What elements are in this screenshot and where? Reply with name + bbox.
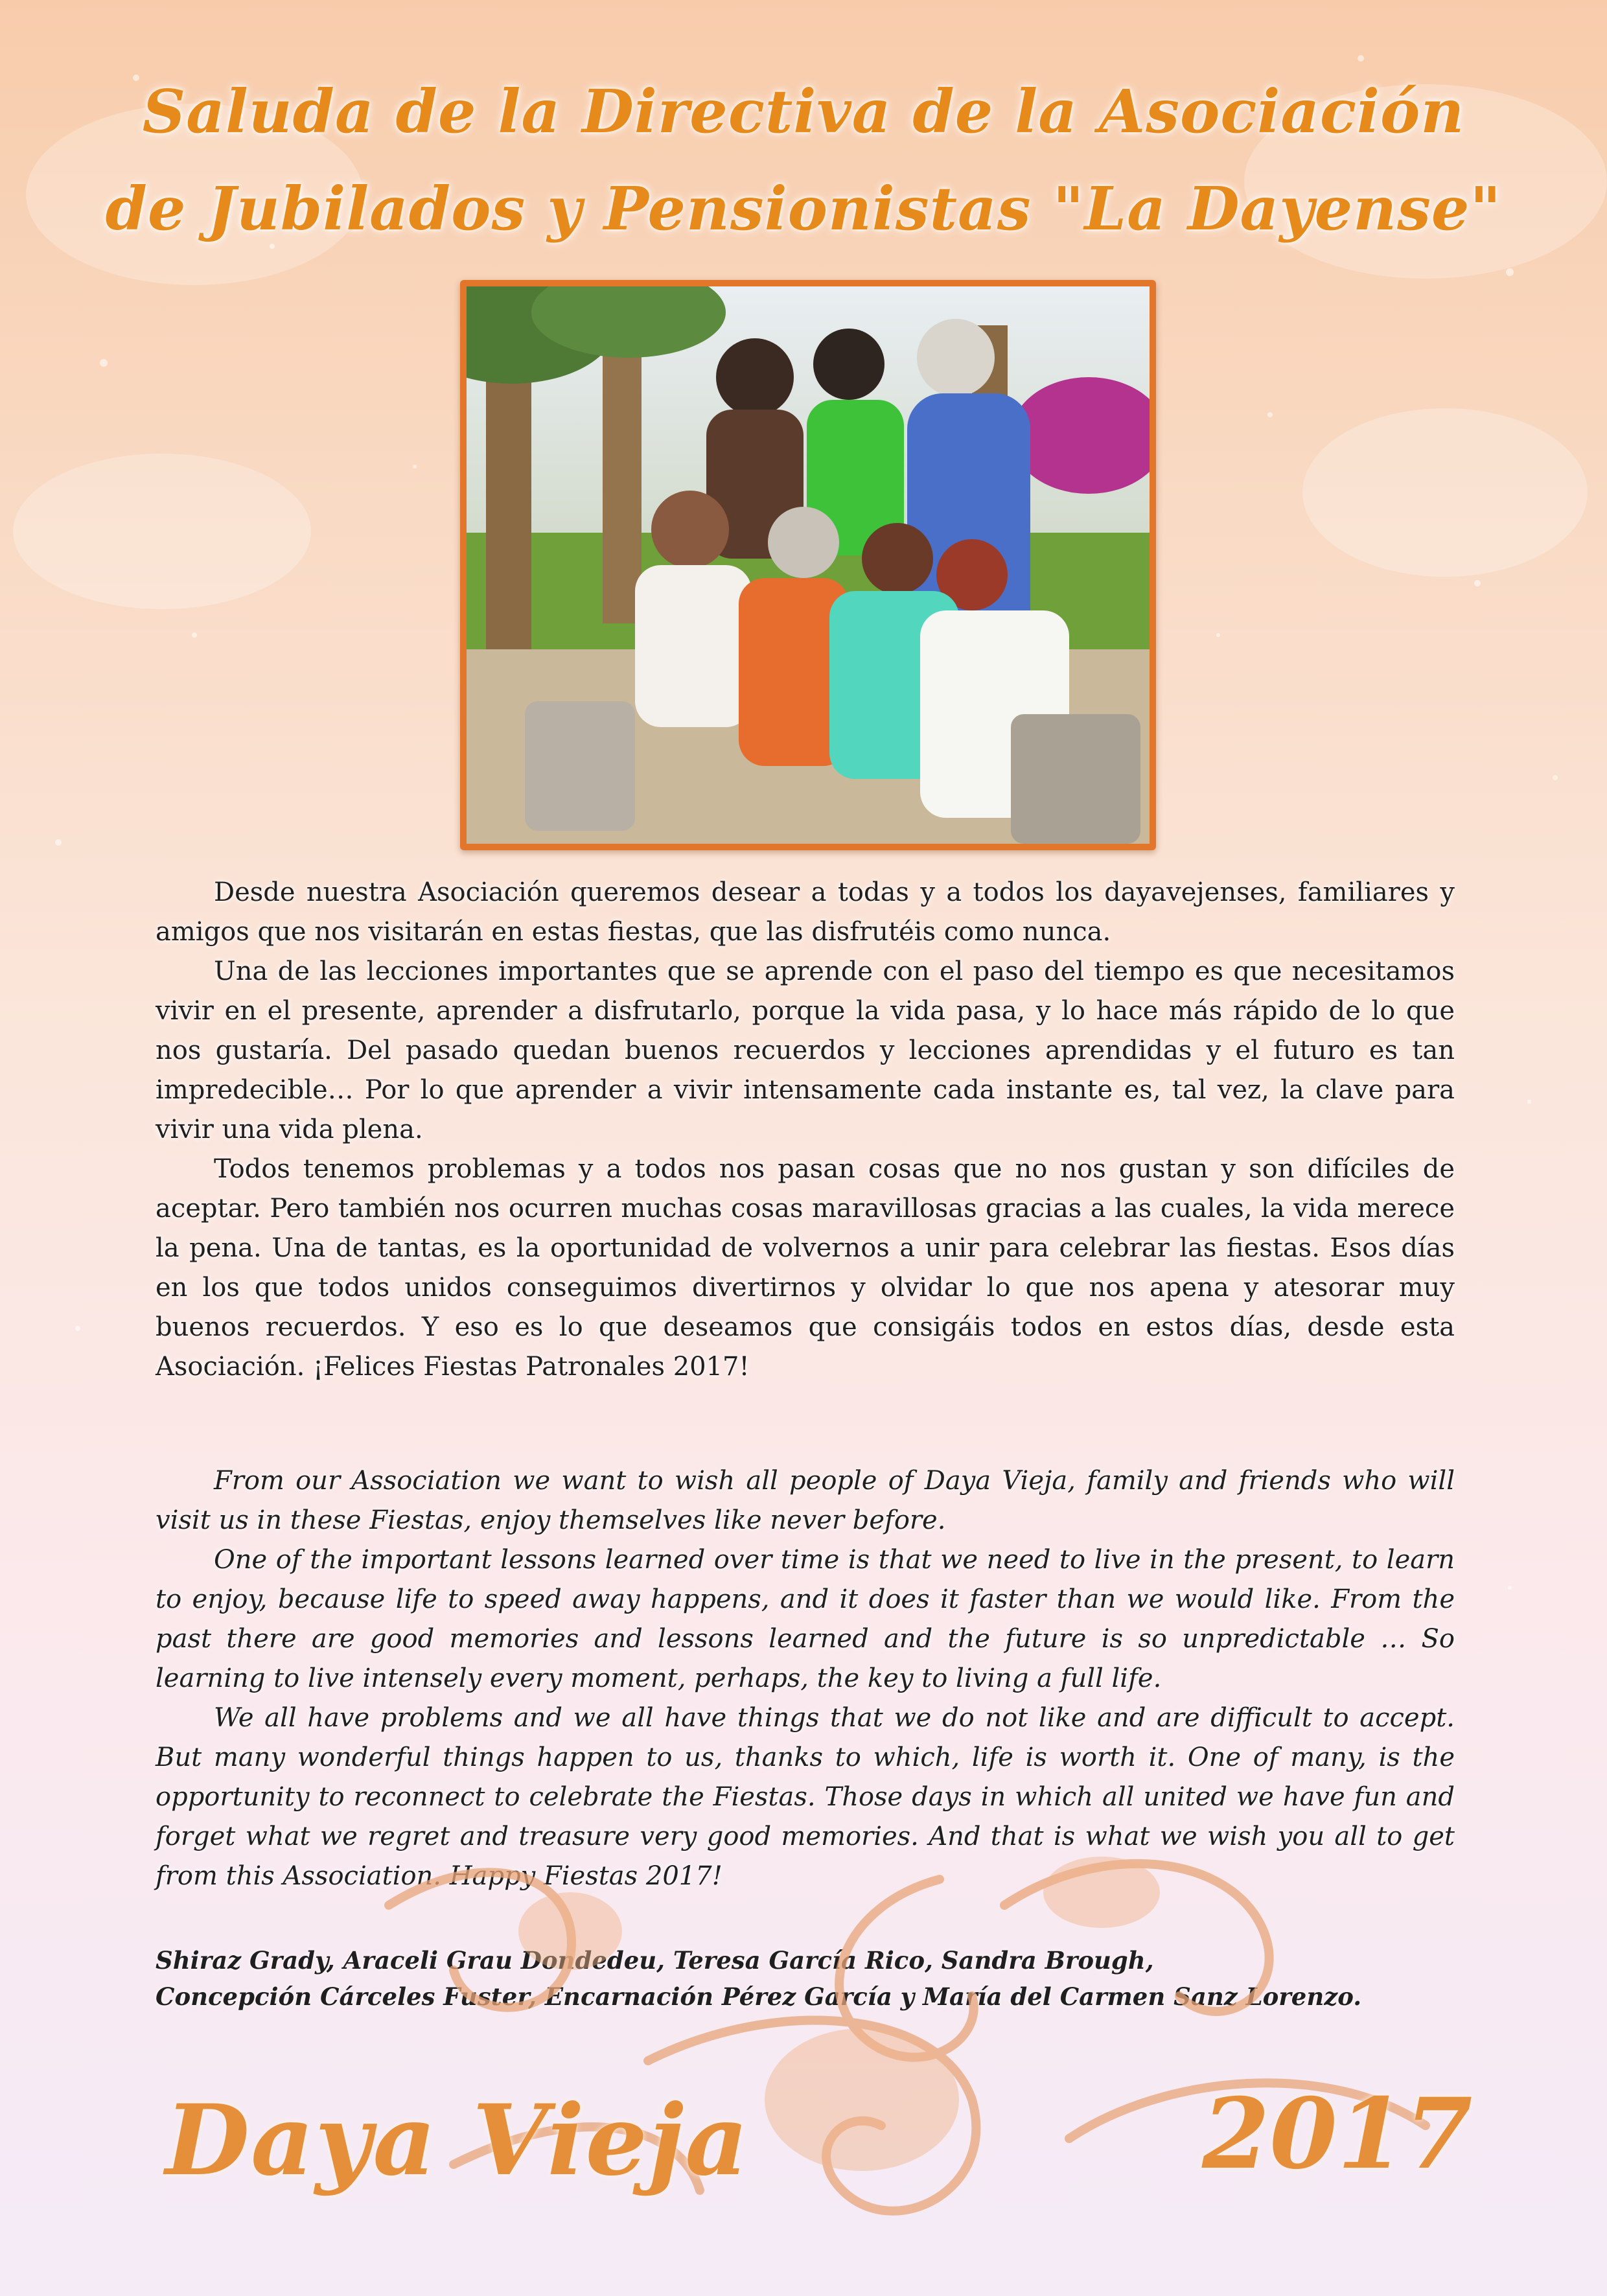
spanish-paragraph-1: Desde nuestra Asociación queremos desear a todas y a todos los dayavejenses, familiares y amigos que nos visitarán en estas fiestas, que las disfrutéis como nunca. <box>156 877 1455 947</box>
spanish-paragraph-3: Todos tenemos problemas y a todos nos pasan cosas que no nos gustan y son difíciles de aceptar. Pero también nos ocurren muchas cosas maravillosas gracias a las cuales, la vida merece la pena. Una de tantas, es la oportunidad de volvernos a unir para celebrar las fiestas. Esos días en los que todos unidos conseguimos divertirnos y olvidar lo que nos apena y atesorar muy buenos recuerdos. Y eso es lo que deseamos que consigáis todos en estos días, desde esta Asociación. ¡Felices Fiestas Patronales 2017! <box>156 1154 1455 1382</box>
english-paragraph-1: From our Association we want to wish all people of Daya Vieja, family and friends who will visit us in these Fiestas, enjoy themselves like never before. <box>156 1466 1455 1535</box>
page-title-line-2: de Jubilados y Pensionistas "La Dayense" <box>105 174 1502 244</box>
page-title-line-1: Saluda de la Directiva de la Asociación <box>142 76 1465 146</box>
swirl-ornament <box>0 1827 1607 2296</box>
spanish-paragraph-2: Una de las lecciones importantes que se aprende con el paso del tiempo es que necesitamos vivir en el presente, aprender a disfrutarlo, porque la vida pasa, y lo hace más rápido de lo que nos gustaría. Del pasado quedan buenos recuerdos y lecciones aprendidas y el futuro es tan impredecible… Por lo que aprender a vivir intensamente cada instante es, tal vez, la clave para vivir una vida plena. <box>156 957 1455 1144</box>
footer-year: 2017 <box>1202 2077 1473 2191</box>
english-paragraph-3: We all have problems and we all have things that we do not like and are difficult to accept. But many wonderful things happen to us, thanks to which, life is worth it. One of many, is the opportunity to reconnect to celebrate the Fiestas. Those days in which all united we have fun and forget what we regret and treasure very good memories. And that is what we wish you all to get from this Association. Happy Fiestas 2017! <box>156 1703 1455 1891</box>
group-photo-frame <box>460 280 1156 850</box>
signature-line-1: Shiraz Grady, Araceli Grau Dondedeu, Teresa García Rico, Sandra Brough, <box>156 1946 1154 1975</box>
footer-place-name: Daya Vieja <box>165 2083 750 2197</box>
english-paragraph-2: One of the important lessons learned over time is that we need to live in the present, to learn to enjoy, because life to speed away happens, and it does it faster than we would like. From the past there are good memories and lessons learned and the future is so unpredictable … So learning to live intensely every moment, perhaps, the key to living a full life. <box>156 1545 1455 1693</box>
spanish-message <box>156 873 1455 1387</box>
signature-line-2: Concepción Cárceles Fuster, Encarnación Pérez García y María del Carmen Sanz Lorenzo. <box>156 1982 1362 2011</box>
group-photo-icon <box>467 286 1150 844</box>
